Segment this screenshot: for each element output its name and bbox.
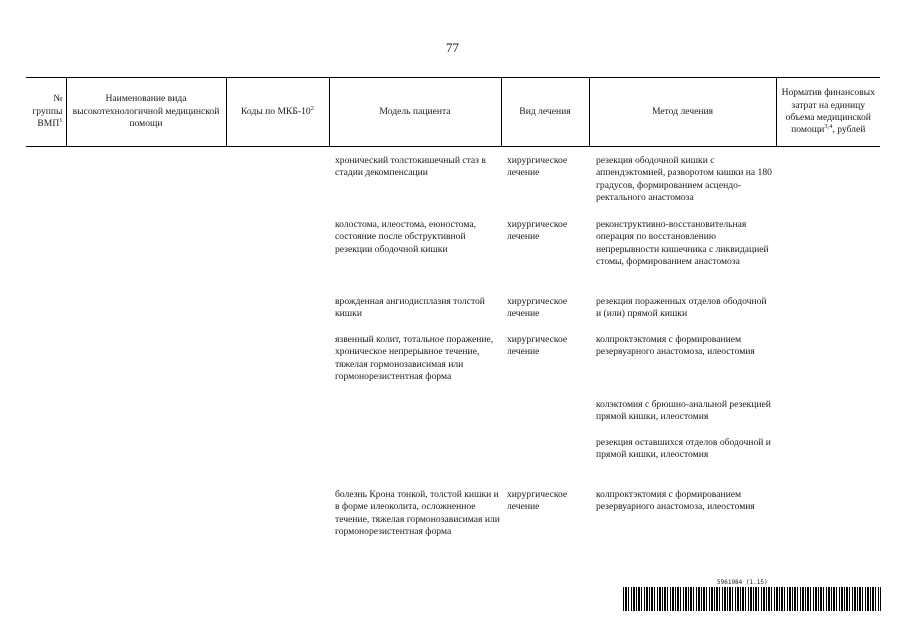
- header-treatment-method-label: Метод лечения: [651, 105, 714, 117]
- row5-treatment-method: колпроктэктомия с формированием резервуарного анастомоза, илеостомия: [596, 489, 755, 513]
- row3-treatment-method: резекция пораженных отделов ободочной и (или) прямой кишки: [596, 296, 767, 320]
- header-patient-model-label: Модель пациента: [379, 105, 451, 117]
- row4-patient-model: язвенный колит, тотальное поражение, хроническое непрерывное течение, тяжелая гормонозависимая или гормонорезистентная форма: [335, 334, 494, 383]
- row4-treatment-method-3: резекция оставшихся отделов ободочной и прямой кишки, илеостомия: [596, 437, 771, 461]
- row4-treatment-type: хирургическое лечение: [507, 334, 568, 358]
- header-group-number: [26, 78, 66, 147]
- header-cost-standard-tail: , рублей: [832, 124, 866, 136]
- header-cost-standard-label: Норматив финансовых затрат на единицу объема медицинской помощи: [781, 87, 875, 136]
- row1-treatment-type: хирургическое лечение: [507, 155, 568, 179]
- header-cost-standard: [776, 78, 880, 147]
- row4-treatment-method-2: колэктомия с брюшно-анальной резекцией прямой кишки, илеостомия: [596, 399, 771, 423]
- header-group-number-line2: группы: [32, 105, 63, 117]
- header-care-type-label: Наименование вида высокотехнологичной медицинской помощи: [72, 93, 220, 130]
- barcode: [623, 587, 881, 611]
- row5-patient-model: болезнь Крона тонкой, толстой кишки и в форме илеоколита, осложненное течение, тяжелая гормонозависимая или гормонорезистентная форма: [335, 489, 500, 538]
- header-group-number-sup: 1: [59, 117, 63, 125]
- header-icd-codes-sup: 2: [310, 104, 314, 112]
- row5-treatment-type: хирургическое лечение: [507, 489, 568, 513]
- row3-patient-model: врожденная ангиодисплазия толстой кишки: [335, 296, 485, 320]
- row4-treatment-method-1: колпроктэктомия с формированием резервуарного анастомоза, илеостомия: [596, 334, 755, 358]
- row1-patient-model: хронический толстокишечный стаз в стадии декомпенсации: [335, 155, 486, 179]
- row2-treatment-method: реконструктивно-восстановительная операция по восстановлению непрерывности кишечника с ликвидацией стомы, формированием анастомоза: [596, 219, 769, 268]
- header-cost-standard-sup: 3,4: [824, 123, 833, 131]
- header-group-number-line1: №: [53, 93, 63, 105]
- header-group-number-line3: ВМП: [37, 118, 60, 130]
- header-care-type: [66, 78, 226, 147]
- header-icd-codes-label: Коды по МКБ-10: [241, 105, 311, 117]
- row2-treatment-type: хирургическое лечение: [507, 219, 568, 243]
- header-treatment-method: [589, 78, 776, 147]
- treatment-table: [26, 77, 880, 147]
- row3-treatment-type: хирургическое лечение: [507, 296, 568, 320]
- header-icd-codes: [226, 78, 329, 147]
- page-number: 77: [446, 40, 459, 55]
- row1-treatment-method: резекция ободочной кишки с аппендэктомией, разворотом кишки на 180 градусов, формированием асцендо-ректального анастомоза: [596, 155, 772, 204]
- header-treatment-type: [501, 78, 589, 147]
- header-treatment-type-label: Вид лечения: [519, 105, 571, 117]
- header-patient-model: [329, 78, 501, 147]
- row2-patient-model: колостома, илеостома, еюностома, состояние после обструктивной резекции ободочной кишки: [335, 219, 477, 255]
- table-header-row: [26, 78, 880, 147]
- barcode-label: 5961984 (1.15): [717, 579, 768, 586]
